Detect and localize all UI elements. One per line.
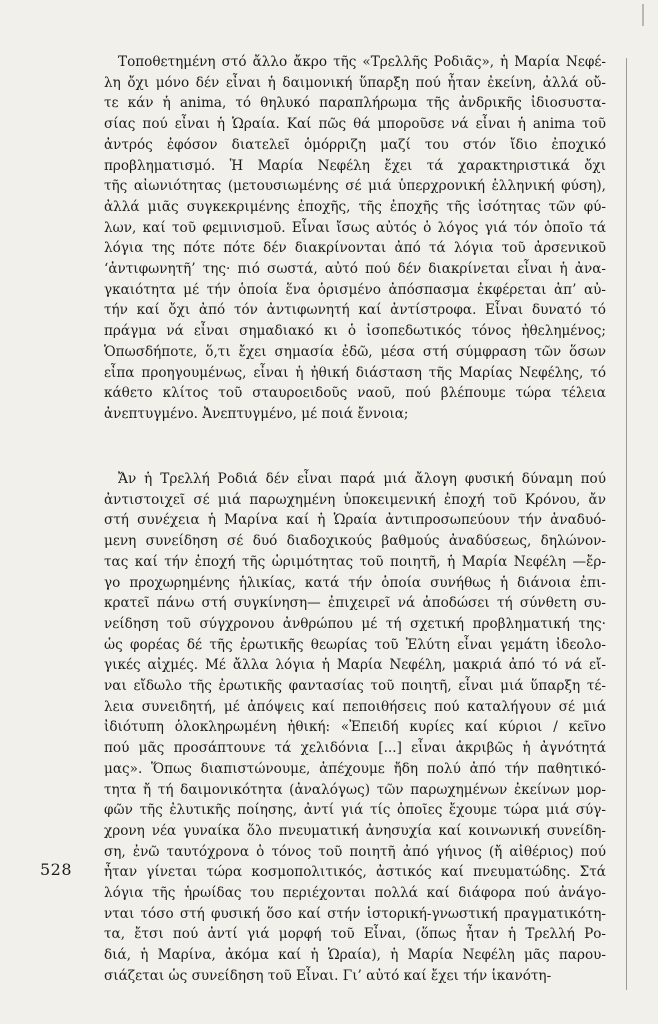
paragraph-2 xyxy=(104,469,606,987)
text-line: νείδηση τοῦ σύγχρονου ἀνθρώπου μέ τή σχετική προβληματική της· xyxy=(104,615,606,632)
text-line: πού μᾶς προσάπτουνε τά χελιδόνια [...] εἶναι ἀκριβῶς ἡ ἀγνότητά xyxy=(104,740,606,757)
text-line: γικές αἰχμές. Μέ ἄλλα λόγια ἡ Μαρία Νεφέλη, μακριά ἀπό τό νά εἴ- xyxy=(104,657,606,674)
text-line: Τοποθετημένη στό ἄλλο ἄκρο τῆς «Τρελλῆς Ροδιᾶς», ἡ Μαρία Νεφέ- xyxy=(118,54,606,70)
text-line: τας καί τήν ἐποχή τῆς ὡριμότητας τοῦ ποιητῆ, ἡ Μαρία Νεφέλη —ἔρ- xyxy=(104,553,606,570)
text-line: τε κάν ἡ anima, τό θηλυκό παραπλήρωμα τῆς ἀνδρικῆς ἰδιοσυστα- xyxy=(104,95,606,112)
text-line: ἦταν γίνεται τώρα κοσμοπολιτικός, ἀστικός καί πνευματώδης. Στά xyxy=(104,864,606,881)
page-edge-rule xyxy=(626,58,627,990)
text-line: τῆς αἰωνιότητας (μετουσιωμένης σέ μιά ὑπερχρονική ἑλληνική φύση), xyxy=(104,178,606,195)
text-line: γο προχωρημένης ἡλικίας, κατά τήν ὁποία συνήθως ἡ διάνοια ἐπι- xyxy=(104,574,606,591)
text-line: προβληματισμό. Ἡ Μαρία Νεφέλη ἔχει τά χαρακτηριστικά ὄχι xyxy=(104,157,606,174)
text-line: διά, ἡ Μαρίνα, ἀκόμα καί ἡ Ὡραία), ἡ Μαρία Νεφέλη μᾶς παρου- xyxy=(104,947,606,964)
text-line: τήν καί ὄχι ἀπό τόν ἀντιφωνητή καί ἀντίστροφα. Εἶναι δυνατό τό xyxy=(104,302,606,319)
text-line: ‘ἀντιφωνητῆ’ της· πιό σωστά, αὐτό πού δέν διακρίνεται εἶναι ἡ ἀνα- xyxy=(104,261,606,278)
page-number: 528 xyxy=(40,860,73,879)
text-line: μας». Ὅπως διαπιστώνουμε, ἀπέχουμε ἤδη πολύ ἀπό τήν παθητικό- xyxy=(104,760,606,777)
paragraph-1 xyxy=(104,52,606,425)
text-line: σίας πού εἶναι ἡ Ὡραία. Καί πῶς θά μποροῦσε νά εἶναι ἡ anima τοῦ xyxy=(104,116,606,133)
text-line: Ὁπωσδήποτε, ὅ,τι ἔχει σημασία ἐδῶ, μέσα στή σύμφραση τῶν ὅσων xyxy=(104,343,606,360)
text-line: νται τόσο στή φυσική ὅσο καί στήν ἱστορική-γνωστική πραγματικότη- xyxy=(104,905,606,922)
text-line: κάθετο κλίτος τοῦ σταυροειδοῦς ναοῦ, πού βλέπουμε τώρα τέλεια xyxy=(104,385,606,402)
text-line: ἰδιότυπη ὁλοκληρωμένη ἠθική: «Ἐπειδή κυρίες καί κύριοι / κεῖνο xyxy=(104,719,606,736)
text-line: εἶπα προηγουμένως, εἶναι ἡ ἠθική διάσταση τῆς Μαρίας Νεφέλης, τό xyxy=(104,364,606,381)
text-line: κρατεῖ πάνω στή συγκίνηση— ἐπιχειρεῖ νά ἀποδώσει τή σύνθετη συ- xyxy=(104,595,606,612)
text-line: ἀντιστοιχεῖ σέ μιά παρωχημένη ὑποκειμενική ἐποχή τοῦ Κρόνου, ἄν xyxy=(104,491,606,508)
text-line: πράγμα νά εἶναι σημαδιακό κι ὁ ἰσοπεδωτικός τόνος ἠθελημένος; xyxy=(104,323,606,340)
text-line: γκαιότητα μέ τήν ὁποία ἕνα ὁρισμένο ἀπόσπασμα ἐκφέρεται ἀπ’ αὐ- xyxy=(104,281,606,298)
text-line: ἀνεπτυγμένο. Ἀνεπτυγμένο, μέ ποιά ἔννοια; xyxy=(104,405,409,422)
text-line: ἀντρός ἐφόσον διατελεῖ ὁμόρριζη μαζί του στόν ἴδιο ἐποχικό xyxy=(104,136,606,153)
text-line: λων, καί τοῦ φεμινισμοῦ. Εἶναι ἴσως αὐτός ὁ λόγος γιά τόν ὁποῖο τά xyxy=(104,219,606,236)
text-line: λη ὄχι μόνο δέν εἶναι ἡ δαιμονική ὕπαρξη πού ἦταν ἐκείνη, ἀλλά οὔ- xyxy=(104,74,606,91)
text-line: Ἄν ἡ Τρελλή Ροδιά δέν εἶναι παρά μιά ἄλογη φυσική δύναμη πού xyxy=(118,471,606,487)
text-line: στή συνέχεια ἡ Μαρίνα καί ἡ Ὡραία ἀντιπροσωπεύουν τήν ἀναδυό- xyxy=(104,512,606,529)
text-line: ση, ἐνῶ ταυτόχρονα ὁ τόνος τοῦ ποιητῆ ἀπό γήινος (ἤ αἰθέριος) πού xyxy=(104,843,606,860)
scan-edge-mark xyxy=(642,4,644,26)
text-line: τητα ἤ τή δαιμονικότητα (ἀναλόγως) τῶν παρωχημένων ἐκείνων μορ- xyxy=(104,781,606,798)
text-line: τα, ἔτσι πού ἀντί γιά μορφή τοῦ Εἶναι, (ὅπως ἦταν ἡ Τρελλή Ρο- xyxy=(104,926,606,943)
text-line: μενη συνείδηση σέ δυό διαδοχικούς βαθμούς ἀναδύσεως, δηλώνον- xyxy=(104,533,606,550)
text-line: φῶν τῆς ἐλυτικῆς ποίησης, ἀντί γιά τίς ὁποῖες ἔχουμε τώρα μιά σύγ- xyxy=(104,802,606,819)
text-line: λεια συνειδητή, μέ ἀπόψεις καί πεποιθήσεις πού καταλήγουν σέ μιά xyxy=(104,698,606,715)
text-line: λόγια της πότε πότε δέν διακρίνονται ἀπό τά λόγια τοῦ ἀρσενικοῦ xyxy=(104,240,606,257)
text-line: σιάζεται ὡς συνείδηση τοῦ Εἶναι. Γι’ αὐτό καί ἔχει τήν ἱκανότη- xyxy=(104,967,552,984)
text-line: χρονη νέα γυναίκα ὅλο πνευματική ἀνησυχία καί κοινωνική συνείδη- xyxy=(104,822,606,839)
text-line: ναι εἴδωλο τῆς ἐρωτικῆς φαντασίας τοῦ ποιητῆ, εἶναι μιά ὕπαρξη τέ- xyxy=(104,678,606,695)
text-line: ἀλλά μιᾶς συγκεκριμένης ἐποχῆς, τῆς ἐποχῆς τῆς ἰσότητας τῶν φύ- xyxy=(104,198,606,215)
text-line: ὡς φορέας δέ τῆς ἐρωτικῆς θεωρίας τοῦ Ἐλύτη εἶναι γεμάτη ἰδεολο- xyxy=(104,636,606,653)
text-line: λόγια τῆς ἡρωίδας του περιέχονται πολλά καί διάφορα πού ἀνάγο- xyxy=(104,885,606,902)
